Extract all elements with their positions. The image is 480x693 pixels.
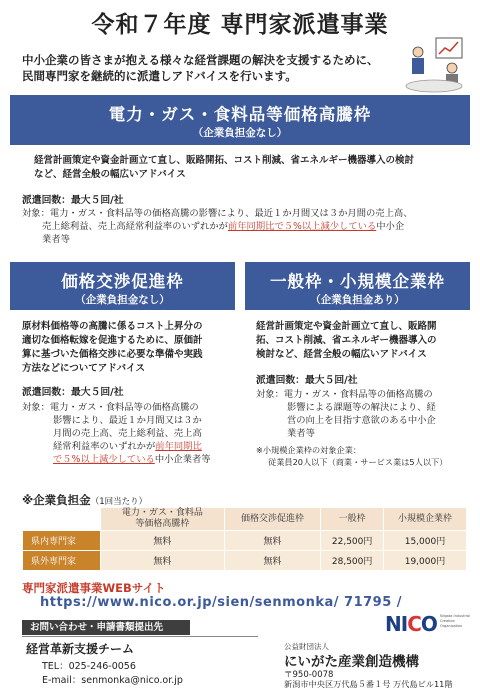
intro-text: 中小企業の皆さまが抱える様々な経営課題の解決を支援するために、 民間専門家を継続的に派遣しアドバイスを行います。 [22, 53, 379, 83]
org-address: 新潟市中央区万代島５番１号 万代島ビル11階 [284, 679, 453, 689]
section3-dispatch: 派遣回数：最大５回/社 [256, 375, 358, 386]
contact-team: 経営革新支援チーム [26, 642, 135, 656]
section3-band [245, 262, 470, 310]
section2-description: 原材料価格等の高騰に係るコスト上昇分の 適切な価格転嫁を促進するために、原価計 算に基づいた価格交渉に必要な準備や実践 方法などについてアドバイス [22, 321, 203, 374]
section1-heading: 電力・ガス・食料品等価格高騰枠 [108, 105, 372, 124]
org-type: 公益財団法人 [284, 642, 329, 651]
fee-col-header: 小規模企業枠 [383, 508, 466, 531]
org-name: にいがた産業創造機構 [284, 654, 419, 670]
section2-heading: 価格交渉促進枠 [61, 272, 184, 291]
fee-cell: 無料 [224, 551, 321, 571]
fee-row-label: 県外専門家 [23, 551, 101, 571]
table-row [23, 551, 467, 571]
fee-table [22, 507, 467, 571]
page-title: 令和７年度 専門家派遣事業 [91, 12, 389, 38]
fee-col-header: 一般枠 [321, 508, 384, 531]
fee-table-header [23, 508, 467, 531]
contact-tel: TEL：025-246-0056 [42, 661, 136, 672]
section1-description: 経営計画策定や資金計画立て直し、販路開拓、コスト削減、省エネルギー機器導入の検討 など、経営全般の幅広いアドバイス [34, 155, 415, 180]
divider [22, 636, 258, 637]
contact-email[interactable]: E-mail：senmonka@nico.or.jp [42, 675, 183, 686]
meeting-illustration [400, 36, 470, 96]
fee-cell: 19,000円 [383, 551, 466, 571]
nico-logo: NICO [385, 612, 437, 636]
fee-cell: 無料 [224, 531, 321, 551]
fee-cell: 無料 [101, 531, 225, 551]
table-row [23, 531, 467, 551]
section3-target: 対象：電力・ガス・食料品等の価格高騰の 影響による課題等の解決により、経 営の向上を目指す意欲のある中小企 業者等 [256, 389, 436, 439]
section1-target: 対象：電力・ガス・食料品等の価格高騰の影響により、最近１か月間又は３か月間の売上高、 売上総利益、売上高経常利益率のいずれかが前年同期比で５%以上減少している中小企 業者等 [22, 208, 413, 245]
section3-heading: 一般枠・小規模企業枠 [270, 272, 445, 291]
fee-col-header: 電力・ガス・食料品 等価格高騰枠 [101, 508, 225, 531]
fee-row-label: 県内専門家 [23, 531, 101, 551]
fee-cell: 22,500円 [321, 531, 384, 551]
section3-description: 経営計画策定や資金計画立て直し、販路開 拓、コスト削減、省エネルギー機器導入の 検討など、経営全般の幅広いアドバイス [256, 321, 437, 360]
section2-target: 対象：電力・ガス・食料品等の価格高騰の 影響により、最近１か月間又は３か 月間の売上高、売上総利益、売上高 経常利益率のいずれかが前年同期比 で５%以上減少している中小企業者等 [22, 402, 211, 465]
fee-cell: 28,500円 [321, 551, 384, 571]
org-postal: 〒950-0078 [284, 670, 334, 680]
section2-dispatch: 派遣回数：最大５回/社 [22, 387, 124, 398]
section1-band [10, 95, 470, 145]
section3-note: ※小規模企業枠の対象企業： 従業員20人以下（商業・サービス業は5人以下） [256, 445, 448, 467]
website-link[interactable]: https://www.nico.or.jp/sien/senmonka/ 71795 / [40, 595, 403, 610]
section3-subheading: （企業負担金あり） [310, 294, 405, 306]
fee-title: ※企業負担金（1回当たり） [22, 493, 148, 507]
fee-cell: 無料 [101, 551, 225, 571]
fee-col-header: 価格交渉促進枠 [224, 508, 321, 531]
web-title: 専門家派遣事業WEBサイト [22, 581, 166, 595]
fee-cell: 15,000円 [383, 531, 466, 551]
section2-band [10, 262, 235, 310]
section2-subheading: （企業負担金なし） [75, 294, 170, 306]
contact-heading: お問い合わせ・申請書類提出先 [22, 620, 190, 635]
section1-subheading: （企業負担金なし） [192, 127, 288, 139]
section1-dispatch: 派遣回数：最大５回/社 [22, 195, 124, 206]
logo-subtext: Niigata Industrial Creation Organization [440, 614, 470, 628]
